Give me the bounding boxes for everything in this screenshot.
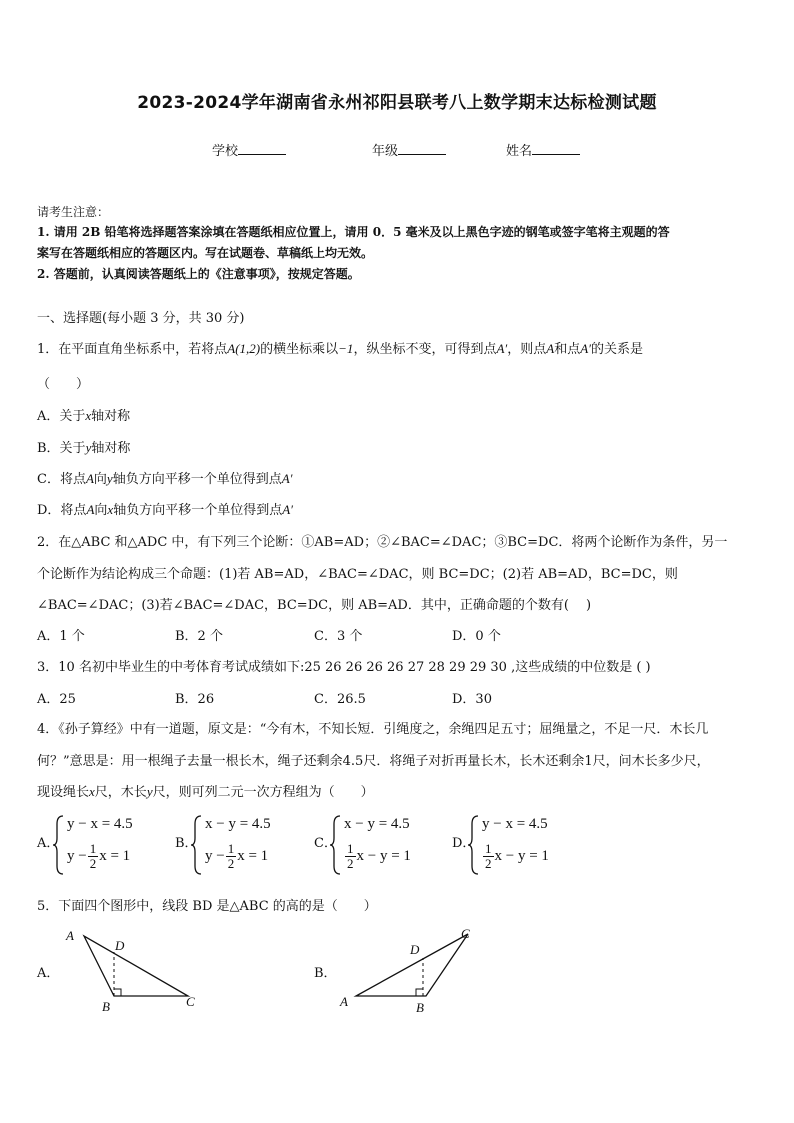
fraction-denominator: 2 [485,856,492,871]
q1-option-d-tail: 轴负方向平移一个单位得到点 [113,503,283,518]
q1-option-c-mid: 向 [93,472,107,487]
q4-option-c-eq2-rhs: x − y = 1 [356,847,411,864]
q4-var-x: x [89,784,95,799]
q1-option-c-text: C．将点 [37,472,86,487]
name-field [506,140,580,159]
q2-option-a[interactable]: A．1 个 [37,629,85,644]
q4-option-d[interactable] [452,814,592,878]
vertex-label-a: A [340,994,348,1009]
q1-point-aprime-2: A′ [580,341,592,356]
fraction-denominator: 2 [347,856,354,871]
q1-option-c-tail: 轴负方向平移一个单位得到点 [112,472,282,487]
q1-option-c-a: A [85,471,94,486]
notice-line-1a: 1. 请用 2B 铅笔将选择题答案涂填在答题纸相应位置上，请用 0．5 毫米及以上黑色字迹的钢笔或签字笔将主观题的答 [37,225,670,239]
section-heading: 一、选择题(每小题 3 分，共 30 分) [37,311,245,326]
vertex-label-d: D [115,938,125,953]
q2-line-2: 个论断作为结论构成三个命题：(1)若 AB=AD，∠BAC=∠DAC，则 BC=DC；(2)若 AB=AD，BC=DC，则 [37,567,678,582]
q1-text-e: 和点 [554,342,581,357]
name-label: 姓名 [506,144,533,159]
q1-option-d-text: D．将点 [37,503,87,518]
q4-option-c[interactable] [314,814,454,878]
notice-heading: 请考生注意： [37,205,110,219]
grade-label: 年级 [372,144,399,159]
q1-option-a-tail: 轴对称 [91,409,131,424]
brace-icon [191,814,203,876]
school-blank[interactable] [238,140,286,155]
q4-line-3a: 现设绳长 [37,785,90,800]
q1-option-d[interactable] [37,499,293,518]
fraction-numerator: 1 [227,841,235,856]
q1-point-a: A [546,341,555,356]
q4-var-y: y [146,784,153,799]
q4-line-3b: 尺，木长 [94,785,147,800]
q4-line-3c: 尺，则可列二元一次方程组为（ ） [152,785,374,800]
school-field [212,140,286,159]
q1-option-d-aprime: A′ [282,502,293,517]
fraction-numerator: 1 [89,841,97,856]
q4-option-b-eq1: x − y = 4.5 [205,816,271,832]
q1-point: A(1,2) [227,341,261,356]
question-1-stem [37,338,643,357]
q1-option-c-var: y [106,471,113,486]
q4-option-d-eq2-rhs: x − y = 1 [494,847,549,864]
right-angle-mark [114,989,121,996]
q1-option-b-text: B．关于 [37,441,86,456]
q4-option-c-eq2 [344,842,411,871]
triangle-abc [84,936,188,996]
q1-option-d-mid: 向 [94,503,108,518]
q2-option-c[interactable]: C．3 个 [314,629,363,644]
q3-option-a[interactable]: A．25 [37,692,76,707]
q1-option-d-a: A [86,502,95,517]
q1-text-f: 的关系是 [591,342,644,357]
page-title: 2023-2024学年湖南省永州祁阳县联考八上数学期末达标检测试题 [137,93,657,113]
fraction-numerator: 1 [347,841,354,856]
q4-option-d-eq1: y − x = 4.5 [482,816,548,832]
fraction [345,842,356,871]
q4-line-3 [37,781,374,800]
q4-line-2c: 尺，问木长多少尺， [592,754,710,769]
fraction-numerator: 1 [485,841,492,856]
q4-line-2a: 何？”意思是：用一根绳子去量一根长木，绳子还剩余 [37,754,343,769]
fraction [483,842,494,871]
vertex-label-b: B [416,1000,424,1015]
q5-option-b-label[interactable]: B． [314,966,337,981]
q1-text-b: 的横坐标乘以 [260,342,339,357]
q4-line-1: 4．《孙子算经》中有一道题，原文是：“今有木，不知长短．引绳度之，余绳四足五寸；屈绳量之，不足一尺．木长几 [37,722,709,737]
q4-option-a-eq2-rhs: x = 1 [99,847,131,864]
q5-option-a-label[interactable]: A． [37,966,60,981]
q3-option-b[interactable]: B．26 [175,692,215,707]
brace-icon [468,814,480,876]
fraction [88,842,99,871]
q4-option-d-label: D． [452,836,476,851]
q4-option-b-label: B． [175,836,198,851]
q4-option-a-eq1: y − x = 4.5 [67,816,133,832]
q4-option-a[interactable] [37,814,177,878]
q4-option-b[interactable] [175,814,315,878]
q1-option-c[interactable] [37,468,293,487]
q4-option-b-eq2 [205,842,268,871]
q1-option-c-aprime: A′ [281,471,293,486]
grade-field [372,140,446,159]
q4-option-b-eq2-rhs: x = 1 [237,847,269,864]
q1-option-b-tail: 轴对称 [91,441,131,456]
q1-option-a-var: x [85,408,92,423]
q1-option-d-var: x [107,502,114,517]
q1-option-a[interactable] [37,405,130,424]
q4-option-a-eq2 [67,842,130,871]
q1-option-b-var: y [85,440,92,455]
q4-option-c-eq1: x − y = 4.5 [344,816,410,832]
brace-icon [330,814,342,876]
fraction [226,842,237,871]
q2-line-3: ∠BAC=∠DAC；(3)若∠BAC=∠DAC，BC=DC，则 AB=AD．其中，正确命题的个数有( ) [37,598,592,613]
name-blank[interactable] [532,140,580,155]
q4-option-d-eq2 [482,842,549,871]
notice-line-1b: 案写在答题纸相应的答题区内。写在试题卷、草稿纸上均无效。 [37,246,374,260]
q2-line-1: 2．在△ABC 和△ADC 中，有下列三个论断：①AB=AD；②∠BAC=∠DAC；③BC=DC．将两个论断作为条件，另一 [37,535,728,550]
q5-figure-a [60,924,210,1016]
q2-option-b[interactable]: B．2 个 [175,629,223,644]
fraction-denominator: 2 [227,856,235,871]
q4-option-b-eq2-lhs: y − [205,847,225,864]
q5-stem: 5．下面四个图形中，线段 BD 是△ABC 的高的是（ ） [37,899,377,914]
q1-point-aprime: A′ [496,341,508,356]
school-label: 学校 [212,144,239,159]
q4-num-1: 1 [584,754,593,769]
q4-option-a-label: A． [37,836,60,851]
q3-stem: 3．10 名初中毕业生的中考体育考试成绩如下:25 26 26 26 26 27 28 29 29 30 ,这些成绩的中位数是 ( ) [37,660,651,675]
q4-line-2 [37,750,710,769]
q1-option-b[interactable] [37,437,130,456]
q4-option-c-label: C． [314,836,337,851]
q1-text-a: 1．在平面直角坐标系中，若将点 [37,342,228,357]
q3-option-c[interactable]: C．26.5 [314,692,366,707]
fraction-denominator: 2 [89,856,97,871]
vertex-label-d: D [410,942,420,957]
q4-line-2b: 尺．将绳子对折再量长木，长木还剩余 [363,754,585,769]
vertex-label-a: A [66,928,74,943]
q1-neg-one: −1 [338,341,354,356]
q1-answer-paren: （ ） [37,377,90,392]
vertex-label-c: C [186,994,195,1009]
grade-blank[interactable] [398,140,446,155]
q2-option-d[interactable]: D．0 个 [452,629,501,644]
brace-icon [53,814,65,876]
q1-option-a-text: A．关于 [37,409,86,424]
q4-num-4-5: 4.5 [342,754,364,769]
student-info-row [0,140,794,160]
q3-option-d[interactable]: D．30 [452,692,492,707]
q4-option-a-eq2-lhs: y − [67,847,87,864]
right-angle-mark [416,989,423,996]
vertex-label-c: C [461,926,470,941]
q5-figure-b [338,924,483,1016]
q1-text-c: ，纵坐标不变，可得到点 [353,342,497,357]
vertex-label-b: B [102,999,110,1014]
notice-line-2: 2. 答题前，认真阅读答题纸上的《注意事项》，按规定答题。 [37,267,360,281]
q1-text-d: ，则点 [507,342,547,357]
